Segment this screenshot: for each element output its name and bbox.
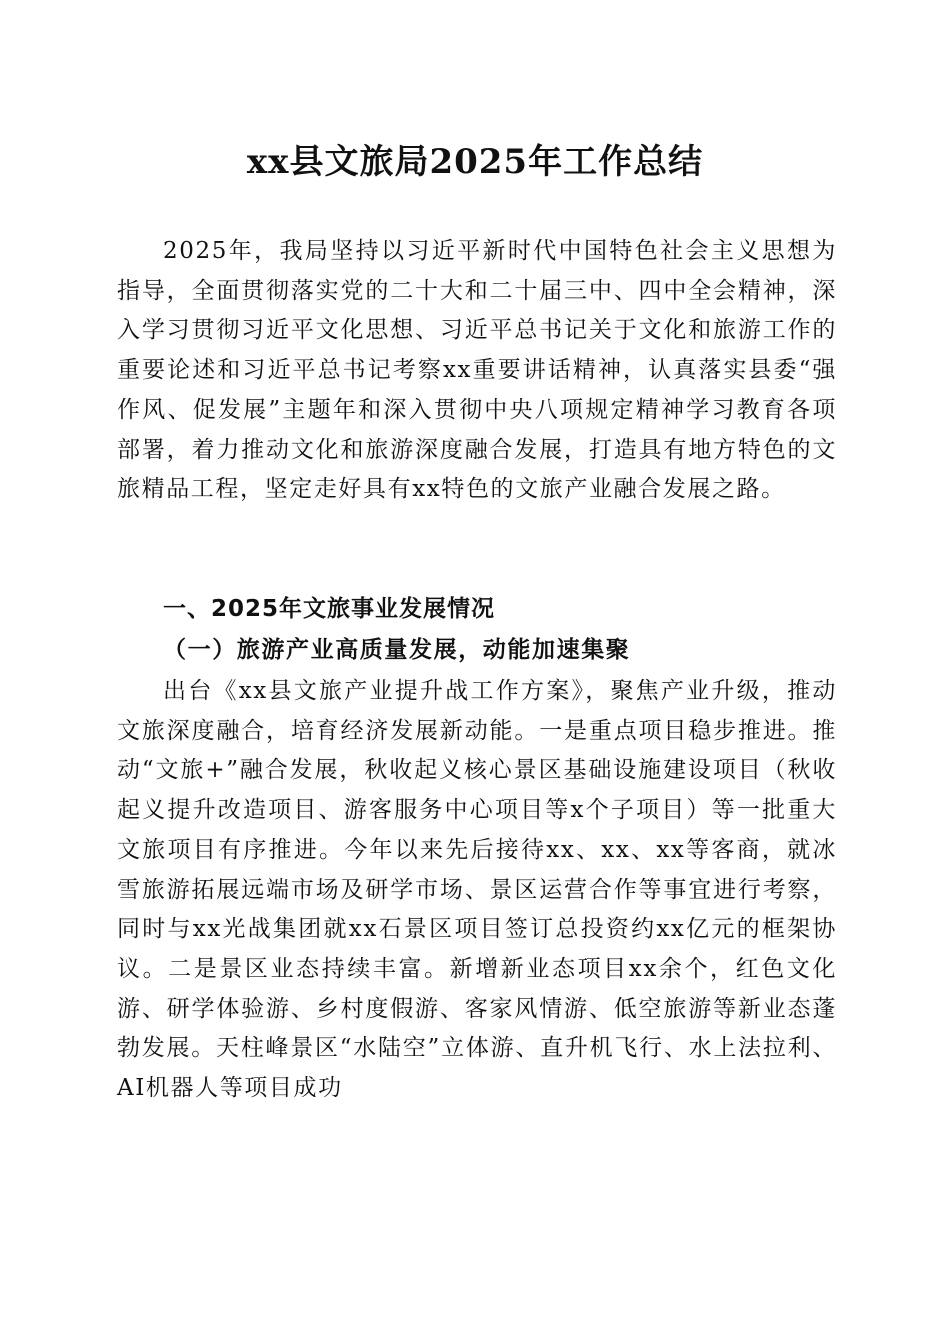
document-title: xx县文旅局2025年工作总结	[246, 142, 704, 182]
body-paragraph: 出台《xx县文旅产业提升战工作方案》，聚焦产业升级，推动文旅深度融合，培育经济发展新动能。一是重点项目稳步推进。推动“文旅+”融合发展，秋收起义核心景区基础设施建设项目（秋收起义提升改造项目、游客服务中心项目等x个子项目）等一批重大文旅项目有序推进。今年以来先后接待xx、xx、xx等客商，就冰雪旅游拓展远端市场及研学市场、景区运营合作等事宜进行考察，同时与xx光战集团就xx石景区项目签订总投资约xx亿元的框架协议。二是景区业态持续丰富。新增新业态项目xx余个，红色文化游、研学体验游、乡村度假游、客家风情游、低空旅游等新业态蓬勃发展。天柱峰景区“水陆空”立体游、直升机飞行、水上法拉利、AI机器人等项目成功	[117, 678, 837, 1102]
subsection-heading: （一）旅游产业高质量发展，动能加速集聚	[163, 636, 631, 663]
intro-paragraph: 2025年，我局坚持以习近平新时代中国特色社会主义思想为指导，全面贯彻落实党的二十大和二十届三中、四中全会精神，深入学习贯彻习近平文化思想、习近平总书记关于文化和旅游工作的重要论述和习近平总书记考察xx重要讲话精神，认真落实县委“强作风、促发展”主题年和深入贯彻中央八项规定精神学习教育各项部署，着力推动文化和旅游深度融合发展，打造具有地方特色的文旅精品工程，坚定走好具有xx特色的文旅产业融合发展之路。	[117, 238, 837, 503]
section-heading: 一、2025年文旅事业发展情况	[163, 596, 496, 622]
